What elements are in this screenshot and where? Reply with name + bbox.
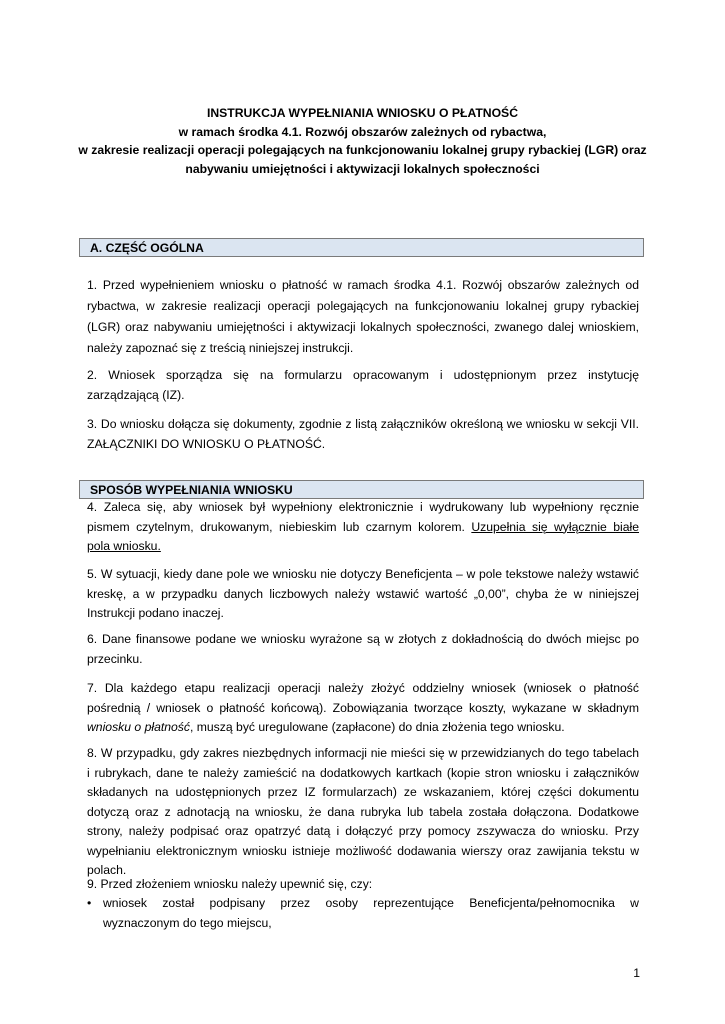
paragraph-3-line: ZAŁĄCZNIKI DO WNIOSKU O PŁATNOŚĆ. xyxy=(87,436,326,451)
paragraph-7-text: , muszą być uregulowane (zapłacone) do dnia złożenia tego wniosku. xyxy=(189,720,565,734)
paragraph-7 xyxy=(87,679,639,738)
paragraph-4-line xyxy=(87,537,639,557)
list-item-text xyxy=(103,894,639,933)
paragraph-3-line: 3. Do wniosku dołącza się dokumenty, zgodnie z listą załączników określoną we wniosku w sekcji VII. xyxy=(87,417,639,431)
paragraph-9-intro xyxy=(87,875,639,895)
paragraph-8-line: składanych na udostępnionych przez IZ formularzach) ze wskazaniem, której części dokumentu xyxy=(87,785,639,799)
paragraph-8-line: i rubrykach, dane te należy zamieścić na dodatkowych kartkach (kopie stron wniosku i załączników xyxy=(87,765,639,780)
paragraph-8 xyxy=(87,744,639,881)
title-line-1: INSTRUKCJA WYPEŁNIANIA WNIOSKU O PŁATNOŚĆ xyxy=(206,106,518,120)
section-b-heading: SPOSÓB WYPEŁNIANIA WNIOSKU xyxy=(79,480,644,499)
paragraph-8-line: strony, należy podpisać oraz opatrzyć datą i dołączyć przy pomocy zszywacza do wniosku. Przy xyxy=(87,824,639,838)
paragraph-6 xyxy=(87,630,639,669)
paragraph-4-line xyxy=(87,518,639,538)
title-line-4: nabywaniu umiejętności i aktywizacji lokalnych społeczności xyxy=(185,161,540,176)
list-item-line: wyznaczonym do tego miejscu, xyxy=(103,915,272,930)
paragraph-6-line: przecinku. xyxy=(87,651,143,666)
paragraph-8-line: 8. W przypadku, gdy zakres niezbędnych informacji nie mieści się w przewidzianych do tego tabelach xyxy=(87,746,639,760)
paragraph-1 xyxy=(87,275,639,359)
paragraph-6-line: 6. Dane finansowe podane we wniosku wyrażone są w złotych z dokładnością do dwóch miejsc po xyxy=(87,632,639,646)
document-title xyxy=(60,104,665,178)
paragraph-7-line: 7. Dla każdego etapu realizacji operacji należy złożyć oddzielny wniosek (wniosek o płatność xyxy=(87,681,639,695)
paragraph-4-text: pismem czytelnym, drukowanym, niebieskim lub czarnym kolorem. xyxy=(87,519,472,534)
paragraph-8-line: polach. xyxy=(87,863,127,877)
section-a-heading: A. CZĘŚĆ OGÓLNA xyxy=(79,238,644,257)
paragraph-1-line: (LGR) oraz nabywaniu umiejętności i aktywizacji lokalnych społeczności, zwanego dalej wnioskiem, xyxy=(87,320,639,334)
paragraph-1-line: należy zapoznać się z treścią niniejszej instrukcji. xyxy=(87,341,354,355)
paragraph-4-underlined-end: pola wniosku. xyxy=(87,539,161,553)
list-item xyxy=(87,894,639,934)
paragraph-8-line: dotyczą oraz z adnotacją na wniosku, że dana rubryka lub tabela została dołączona. Dodatkowe xyxy=(87,804,639,819)
page-number: 1 xyxy=(633,966,640,980)
paragraph-5 xyxy=(87,565,639,624)
title-line-3: w zakresie realizacji operacji polegających na funkcjonowaniu lokalnej grupy rybackiej (LGR) oraz xyxy=(78,143,647,157)
paragraph-7-italic: wniosku o płatność xyxy=(87,720,190,734)
bullet-icon: • xyxy=(87,896,92,910)
paragraph-3 xyxy=(87,415,639,454)
paragraph-7-line xyxy=(87,718,639,738)
paragraph-8-line: wypełnianiu elektronicznym wniosku istnieje możliwość dodawania wierszy oraz zawijania tekstu w xyxy=(87,843,639,858)
list-item-line: wniosek został podpisany przez osoby reprezentujące Beneficjenta/pełnomocnika w xyxy=(103,896,639,910)
title-line-2: w ramach środka 4.1. Rozwój obszarów zależnych od rybactwa, xyxy=(178,124,547,139)
paragraph-4-line: 4. Zaleca się, aby wniosek był wypełniony elektronicznie i wydrukowany lub wypełniony ręcznie xyxy=(87,500,639,514)
paragraph-5-line: Instrukcji podano inaczej. xyxy=(87,606,224,620)
paragraph-2 xyxy=(87,366,639,405)
paragraph-1-line: rybactwa, w zakresie realizacji operacji polegających na funkcjonowaniu lokalnej grupy rybackiej xyxy=(87,299,639,313)
paragraph-5-line: 5. W sytuacji, kiedy dane pole we wniosku nie dotyczy Beneficjenta – w pole tekstowe należy wstawić xyxy=(87,567,639,581)
paragraph-9-line: 9. Przed złożeniem wniosku należy upewnić się, czy: xyxy=(87,877,373,891)
paragraph-5-line: kreskę, a w przypadku danych liczbowych należy wstawić wartość „0,00”, chyba że w niniejszej xyxy=(87,586,639,601)
paragraph-2-line: 2. Wniosek sporządza się na formularzu opracowanym i udostępnionym przez instytucję xyxy=(87,368,639,382)
paragraph-4 xyxy=(87,498,639,557)
paragraph-4-underlined: Uzupełnia się wyłącznie białe xyxy=(471,519,639,534)
paragraph-1-line: 1. Przed wypełnieniem wniosku o płatność w ramach środka 4.1. Rozwój obszarów zależnych od xyxy=(87,278,639,292)
paragraph-2-line: zarządzającą (IZ). xyxy=(87,387,185,402)
paragraph-7-line: pośrednią / wniosek o płatność końcową). Zobowiązania tworzące koszty, wykazane w składnym xyxy=(87,700,639,715)
